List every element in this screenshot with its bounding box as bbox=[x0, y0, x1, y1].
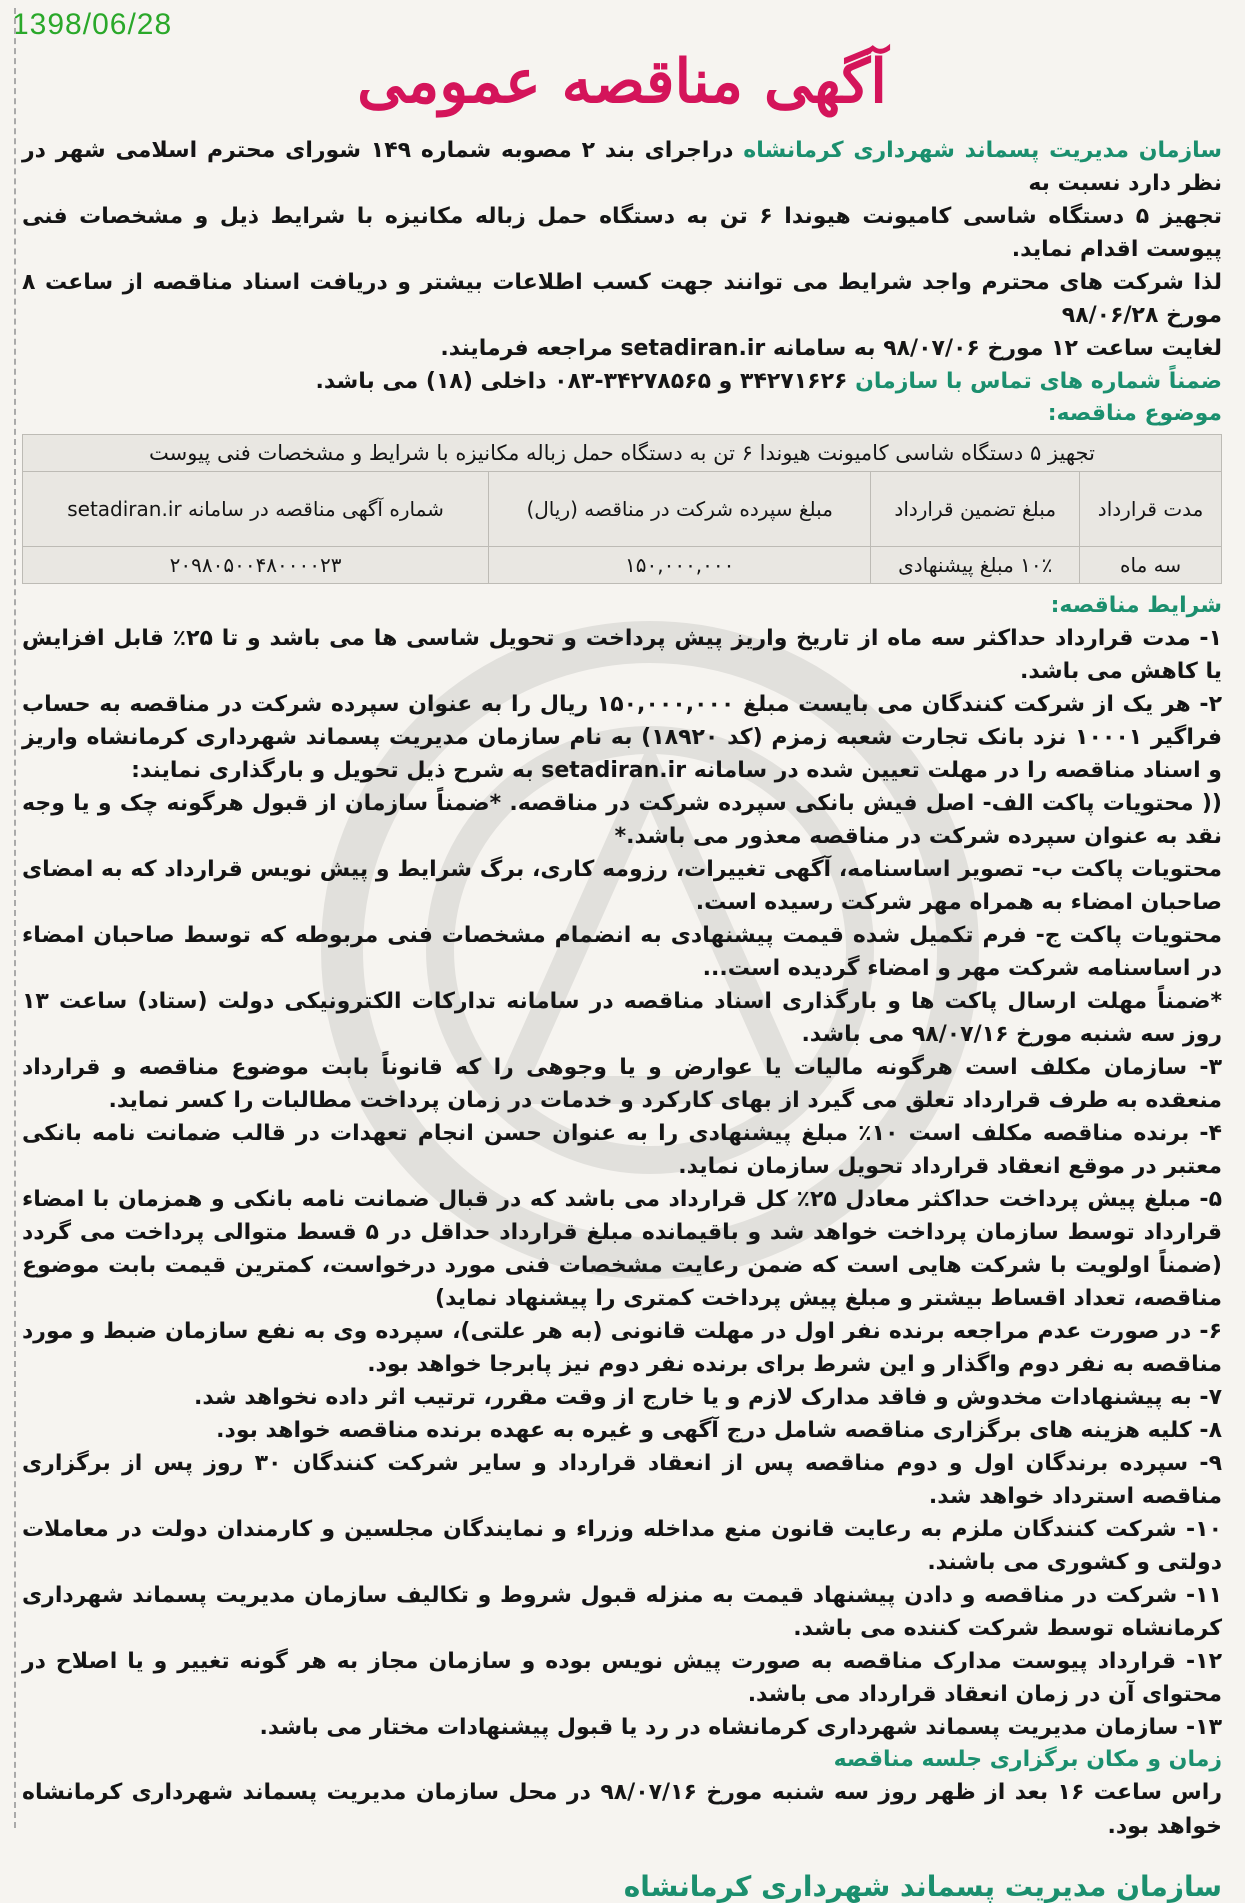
condition-item: ۱۲- قرارداد پیوست مدارک مناقصه به صورت پیش نویس بوده و سازمان مجاز به هر گونه تغییر و یا اصلاح در محتوای آن در زمان انعقاد قرارداد می باشد. bbox=[22, 1649, 1222, 1707]
contact-label: ضمناً شماره های تماس با سازمان bbox=[855, 369, 1222, 394]
signature: سازمان مدیریت پسماند شهرداری کرمانشاه bbox=[623, 1870, 1222, 1903]
table-cell: ۱۰٪ مبلغ پیشنهادی bbox=[871, 547, 1080, 584]
condition-item: ۲- هر یک از شرکت کنندگان می بایست مبلغ ۱۵۰,۰۰۰,۰۰۰ ریال را به عنوان سپرده شرکت در مناقصه به حساب فراگیر ۱۰۰۰۱ نزد بانک تجارت شعبه زمزم (کد ۱۸۹۲۰) به نام سازمان مدیریت پسماند شهرداری کرمانشاه واریز و اسناد مناقصه را در مهلت تعیین شده در سامانه setadiran.ir به شرح ذیل تحویل و بارگذاری نمایند: bbox=[22, 692, 1222, 783]
subject-label: موضوع مناقصه: bbox=[1047, 401, 1222, 426]
condition-item: ۵- مبلغ پیش پرداخت حداکثر معادل ۲۵٪ کل قرارداد می باشد که در قبال ضمانت نامه بانکی و همزمان با امضاء قرارداد توسط سازمان پرداخت خواهد شد و باقیمانده مبلغ قرارداد حداقل در ۵ قسط متوالی پرداخت می گردد (ضمناً اولویت با شرکت هایی است که ضمن رعایت مشخصات فنی مورد درخواست، کمترین قیمت بابت موضوع مناقصه، تعداد اقساط بیشتر و مبلغ پیش پرداخت کمتری را پیشنهاد نماید) bbox=[22, 1187, 1222, 1311]
condition-item: محتویات پاکت ب- تصویر اساسنامه، آگهی تغییرات، رزومه کاری، برگ شرایط و پیش نویس قرارداد که به امضای صاحبان امضاء به همراه مهر شرکت رسیده است. bbox=[22, 857, 1222, 915]
meeting-text: راس ساعت ۱۶ بعد از ظهر روز سه شنبه مورخ ۹۸/۰۷/۱۶ در محل سازمان مدیریت پسماند شهرداری کرمانشاه خواهد بود. bbox=[22, 1780, 1222, 1839]
tender-table bbox=[22, 434, 1222, 584]
table-subject: تجهیز ۵ دستگاه شاسی کامیونت هیوندا ۶ تن به دستگاه حمل زباله مکانیزه با شرایط و مشخصات فنی پیوست bbox=[23, 435, 1222, 472]
organization-name: سازمان مدیریت پسماند شهرداری کرمانشاه bbox=[743, 138, 1223, 163]
conditions-list bbox=[22, 622, 1222, 1744]
tender-notice bbox=[22, 46, 1222, 1903]
meeting-label: زمان و مکان برگزاری جلسه مناقصه bbox=[833, 1747, 1222, 1772]
table-header: شماره آگهی مناقصه در سامانه setadiran.ir bbox=[23, 472, 489, 547]
table-header: مدت قرارداد bbox=[1080, 472, 1222, 547]
contact-numbers: ۳۴۲۷۱۶۲۶ و ۳۴۲۷۸۵۶۵-۰۸۳ داخلی (۱۸) می باشد. bbox=[315, 369, 856, 394]
condition-item: ۹- سپرده برندگان اول و دوم مناقصه پس از انعقاد قرارداد و سایر شرکت کنندگان ۳۰ روز پس از برگزاری مناقصه استرداد خواهد شد. bbox=[22, 1451, 1222, 1509]
intro-line-1: سازمان مدیریت پسماند شهرداری کرمانشاه دراجرای بند ۲ مصوبه شماره ۱۴۹ شورای محترم اسلامی شهر در نظر دارد نسبت به bbox=[22, 138, 1223, 196]
condition-item: ۷- به پیشنهادات مخدوش و فاقد مدارک لازم و یا خارج از وقت مقرر، ترتیب اثر داده نخواهد شد. bbox=[193, 1385, 1222, 1410]
intro-line-3: لذا شرکت های محترم واجد شرایط می توانند جهت کسب اطلاعات بیشتر و دریافت اسناد مناقصه از ساعت ۸ مورخ ۹۸/۰۶/۲۸ bbox=[22, 270, 1222, 328]
table-cell: ۲۰۹۸۰۵۰۰۴۸۰۰۰۰۲۳ bbox=[23, 547, 489, 584]
condition-item: ۱۰- شرکت کنندگان ملزم به رعایت قانون منع مداخله وزراء و نمایندگان مجلسین و کارمندان دولت در معاملات دولتی و کشوری می باشند. bbox=[22, 1517, 1222, 1575]
condition-item: محتویات پاکت ج- فرم تکمیل شده قیمت پیشنهادی به انضمام مشخصات فنی مربوطه که توسط صاحبان امضاء در اساسنامه شرکت مهر و امضاء گردیده است... bbox=[22, 923, 1222, 981]
table-cell: سه ماه bbox=[1080, 547, 1222, 584]
notice-title: آگهی مناقصه عمومی bbox=[357, 47, 887, 117]
table-cell: ۱۵۰,۰۰۰,۰۰۰ bbox=[489, 547, 871, 584]
condition-item: ۸- کلیه هزینه های برگزاری مناقصه شامل درج آگهی و غیره به عهده برنده مناقصه خواهد بود. bbox=[216, 1418, 1222, 1443]
publish-date: 1398/06/28 bbox=[12, 8, 173, 41]
condition-item: (( محتویات پاکت الف- اصل فیش بانکی سپرده شرکت در مناقصه. *ضمناً سازمان از قبول هرگونه چک و یا وجه نقد به عنوان سپرده شرکت در مناقصه معذور می باشد.* bbox=[22, 791, 1222, 849]
condition-item: ۱۱- شرکت در مناقصه و دادن پیشنهاد قیمت به منزله قبول شروط و تکالیف سازمان مدیریت پسماند شهرداری کرمانشاه توسط شرکت کننده می باشد. bbox=[22, 1583, 1222, 1641]
condition-item: ۱۳- سازمان مدیریت پسماند شهرداری کرمانشاه در رد یا قبول پیشنهادات مختار می باشد. bbox=[259, 1715, 1222, 1740]
condition-item: ۴- برنده مناقصه مکلف است ۱۰٪ مبلغ پیشنهادی را به عنوان حسن انجام تعهدات در قالب ضمانت نامه بانکی معتبر در موقع انعقاد قرارداد تحویل سازمان نماید. bbox=[22, 1121, 1222, 1179]
table-header: مبلغ سپرده شرکت در مناقصه (ریال) bbox=[489, 472, 871, 547]
setadiran-link[interactable]: setadiran.ir bbox=[620, 336, 766, 361]
table-header: مبلغ تضمین قرارداد bbox=[871, 472, 1080, 547]
conditions-label: شرایط مناقصه: bbox=[1050, 593, 1222, 618]
condition-item: ۳- سازمان مکلف است هرگونه مالیات یا عوارض و یا وجوهی را که قانوناً بابت موضوع مناقصه و قرارداد منعقده به طرف قرارداد تعلق می گیرد از بهای کارکرد و خدمات در زمان پرداخت مطالبات را کسر نماید. bbox=[22, 1055, 1222, 1113]
intro-line-4: لغایت ساعت ۱۲ مورخ ۹۸/۰۷/۰۶ به سامانه setadiran.ir مراجعه فرمایند. bbox=[440, 336, 1222, 361]
intro-line-2: تجهیز ۵ دستگاه شاسی کامیونت هیوندا ۶ تن به دستگاه حمل زباله مکانیزه با شرایط ذیل و مشخصات فنی پیوست اقدام نماید. bbox=[22, 204, 1222, 262]
contact-line bbox=[22, 365, 1222, 398]
condition-item: *ضمناً مهلت ارسال پاکت ها و بارگذاری اسناد مناقصه در سامانه تدارکات الکترونیکی دولت (ستاد) ساعت ۱۳ روز سه شنبه مورخ ۹۸/۰۷/۱۶ می باشد. bbox=[22, 989, 1222, 1047]
condition-item: ۱- مدت قرارداد حداکثر سه ماه از تاریخ واریز پیش پرداخت و تحویل شاسی ها می باشد و تا ۲۵٪ قابل افزایش یا کاهش می باشد. bbox=[22, 626, 1222, 684]
condition-item: ۶- در صورت عدم مراجعه برنده نفر اول در مهلت قانونی (به هر علتی)، سپرده وی به نفع سازمان ضبط و مورد مناقصه به نفر دوم واگذار و این شرط برای برنده نفر دوم نیز پابرجا خواهد بود. bbox=[22, 1319, 1222, 1377]
